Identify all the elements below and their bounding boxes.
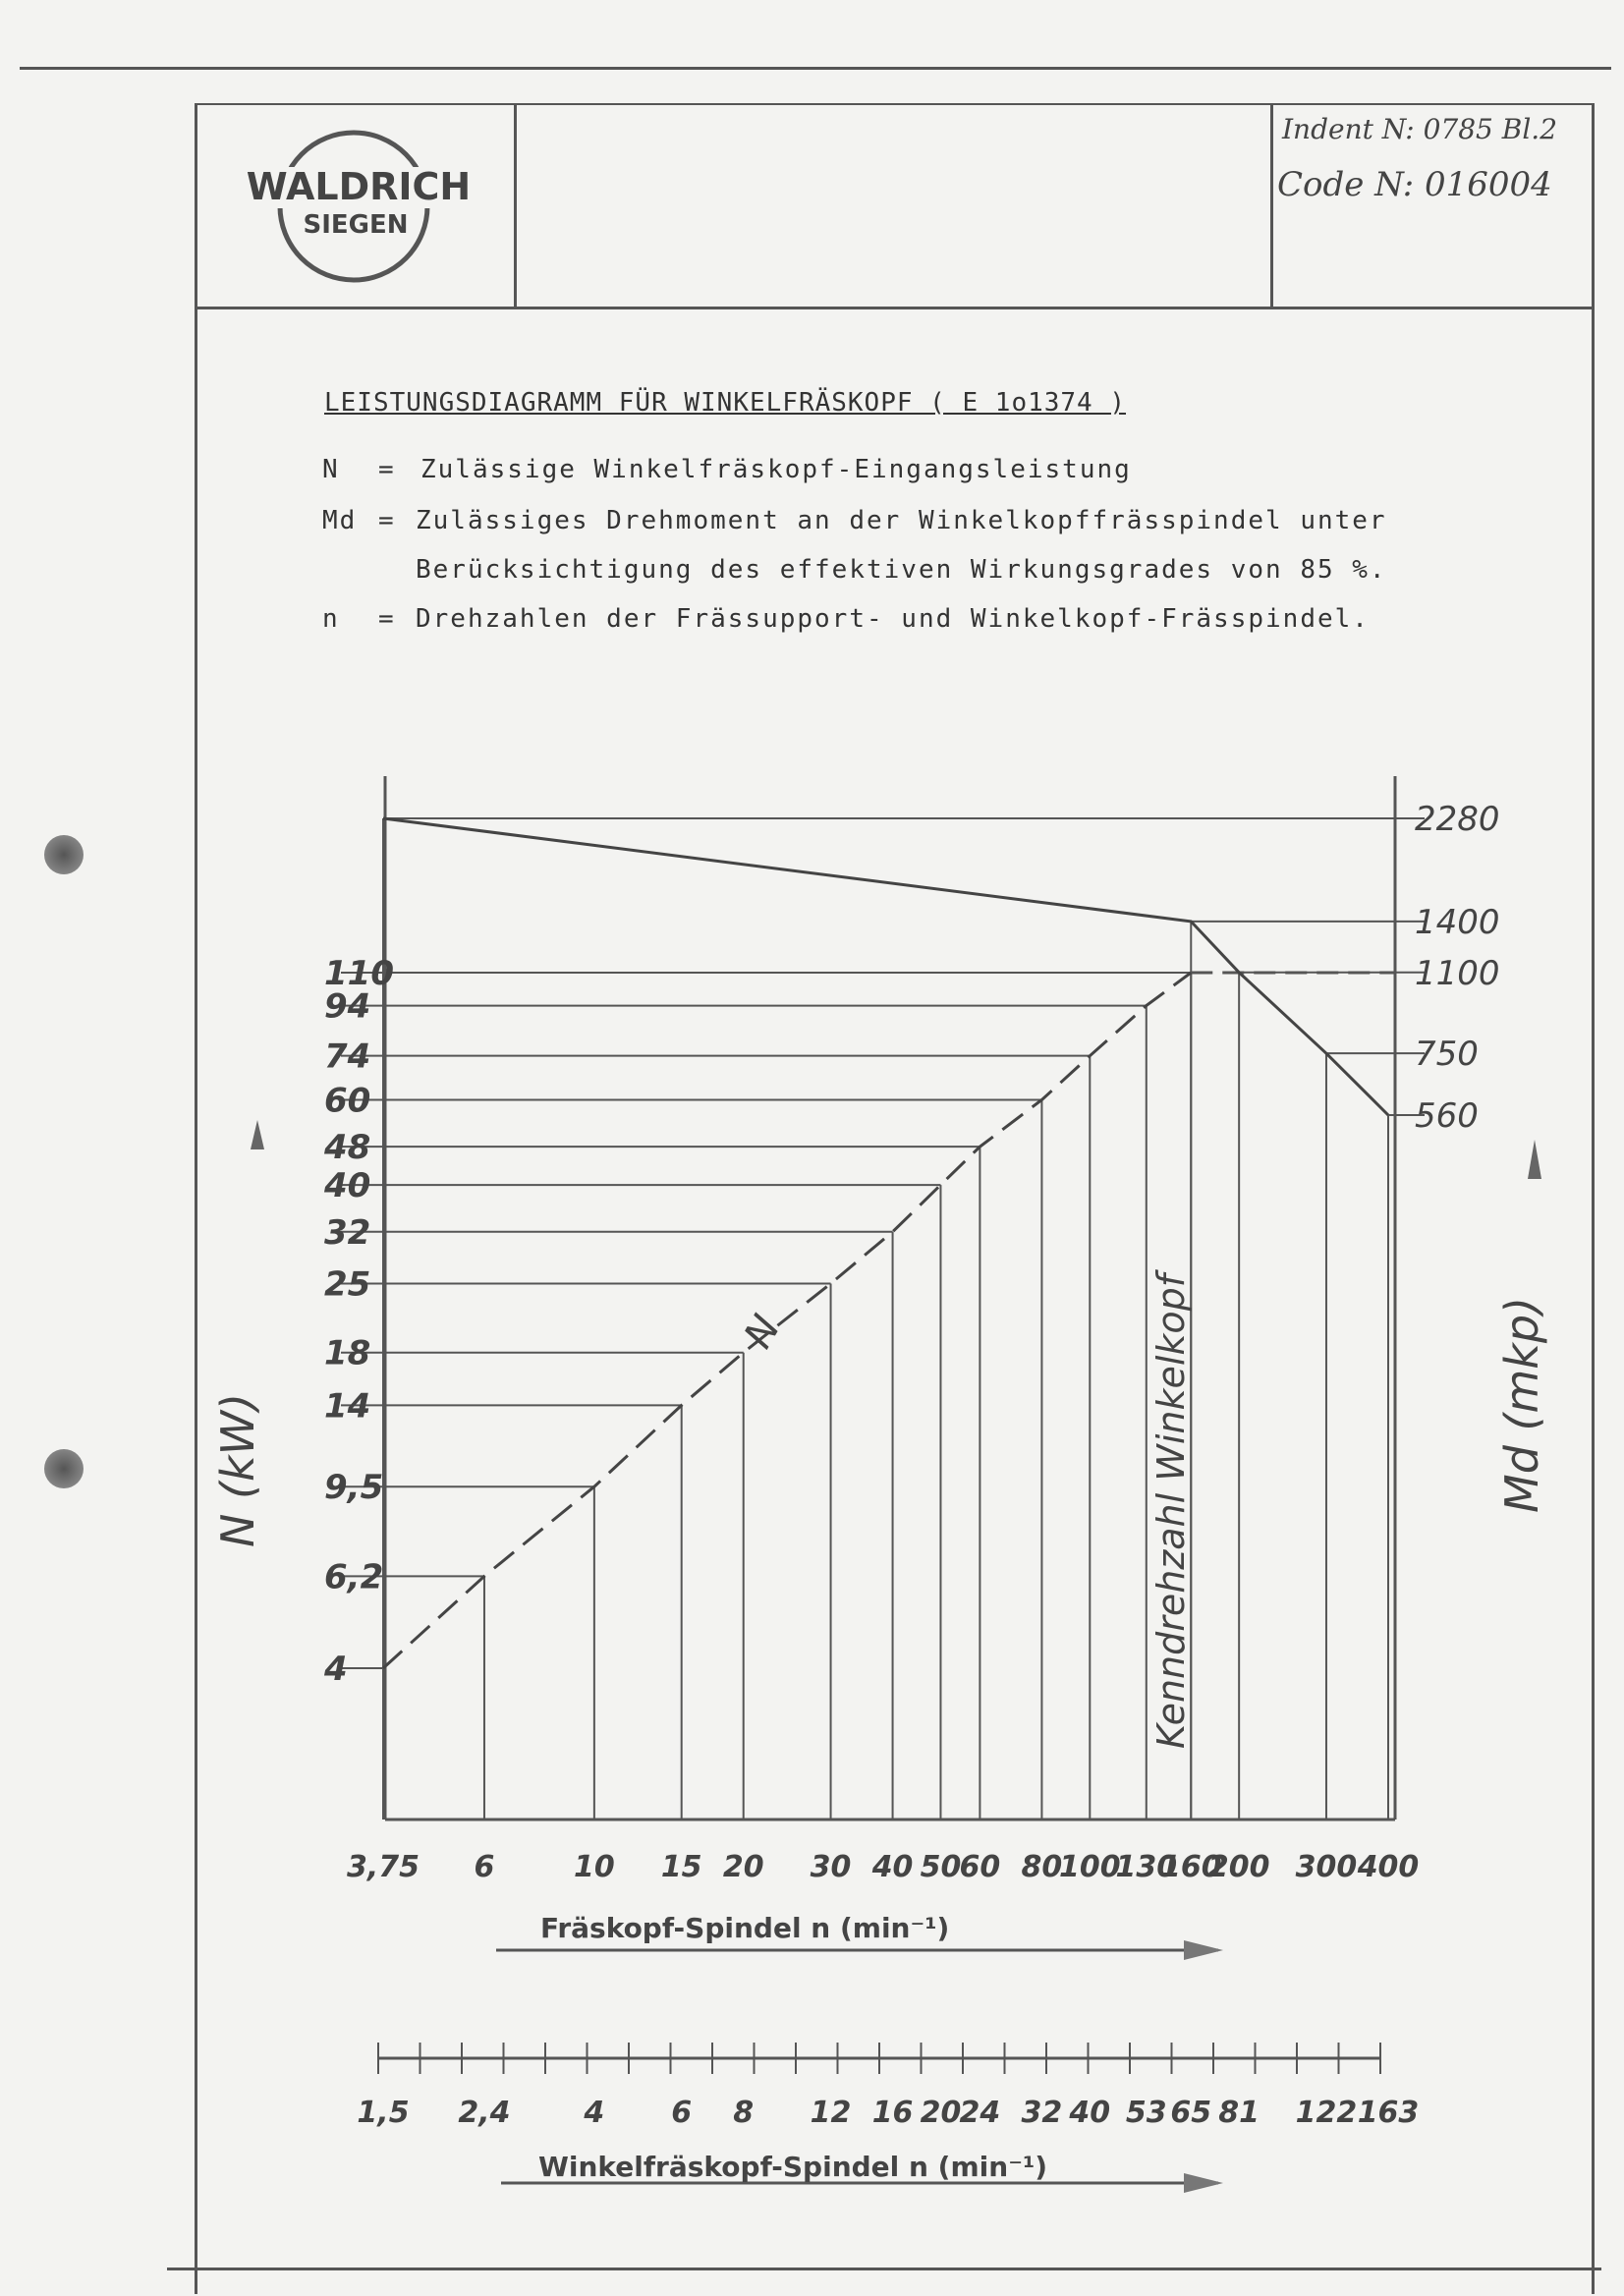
logo-line1: WALDRICH	[246, 165, 472, 208]
x2-tick-label: 81	[1218, 2096, 1260, 2130]
legend-symbol: n	[322, 604, 340, 634]
y-left-tick-label: 9,5	[324, 1468, 384, 1508]
x2-tick-label: 1,5	[357, 2096, 410, 2130]
chart-marks	[251, 818, 1541, 2193]
y-right-axis-label: Md (mkp)	[1495, 1296, 1548, 1513]
x2-tick-label: 24	[959, 2096, 1001, 2130]
chart-labels	[211, 800, 1548, 2183]
x-arrow-head	[1184, 1940, 1223, 1960]
x-tick-label: 400	[1357, 1850, 1420, 1884]
legend-text: Berücksichtigung des effektiven Wirkungsgrades von 85 %.	[416, 555, 1387, 585]
n-curve	[383, 973, 1191, 1668]
x2-tick-label: 16	[871, 2096, 914, 2130]
x2-arrow-head	[1184, 2173, 1223, 2193]
legend-text: Zulässige Winkelfräskopf-Eingangsleistung	[420, 455, 1132, 484]
legend-symbol: Md	[322, 506, 358, 535]
x-tick-label: 300	[1295, 1850, 1358, 1884]
x2-tick-label: 32	[1021, 2096, 1063, 2130]
page-title: LEISTUNGSDIAGRAMM FÜR WINKELFRÄSKOPF ( E 1o1374 )	[324, 388, 1127, 418]
code-number: Code N: 016004	[1277, 165, 1552, 204]
x-tick-label: 30	[810, 1850, 852, 1884]
x-tick-label: 6	[474, 1850, 495, 1884]
y-left-axis-label: N (kW)	[211, 1392, 264, 1547]
x-tick-label: 200	[1207, 1850, 1270, 1884]
y-left-tick-label: 6,2	[324, 1557, 384, 1597]
left-axis-arrow	[251, 1120, 264, 1149]
legend-text: Drehzahlen der Frässupport- und Winkelkopf-Frässpindel.	[416, 604, 1370, 634]
legend-symbol: N	[322, 455, 340, 484]
y-left-tick-label: 110	[324, 954, 394, 993]
y-left-tick-label: 14	[324, 1386, 371, 1427]
right-axis-arrow	[1528, 1140, 1541, 1179]
md-curve	[383, 818, 1388, 1115]
x-tick-label: 100	[1058, 1850, 1121, 1884]
y-right-tick-label: 560	[1415, 1096, 1479, 1136]
y-left-tick-label: 32	[324, 1212, 371, 1253]
y-right-tick-label: 1100	[1415, 953, 1500, 993]
x-tick-label: 15	[660, 1850, 702, 1884]
x2-tick-label: 2,4	[458, 2096, 511, 2130]
x2-tick-label: 4	[584, 2096, 605, 2130]
x2-tick-label: 6	[671, 2096, 693, 2130]
x2-tick-label: 65	[1170, 2096, 1212, 2130]
legend-equals: =	[378, 455, 396, 484]
x-tick-label: 130	[1115, 1850, 1178, 1884]
kenndrehzahl-label: Kenndrehzahl Winkelkopf	[1149, 1273, 1193, 1749]
x-tick-label: 50	[920, 1850, 962, 1884]
x-tick-label: 160	[1159, 1850, 1222, 1884]
y-right-tick-label: 750	[1415, 1035, 1479, 1075]
x-tick-label: 40	[871, 1850, 914, 1884]
y-right-tick-label: 1400	[1415, 902, 1500, 942]
x2-tick-label: 163	[1357, 2096, 1420, 2130]
legend-equals: =	[378, 604, 396, 634]
y-left-tick-label: 18	[324, 1333, 371, 1373]
x-axis-label: Fräskopf-Spindel n (min⁻¹)	[540, 1912, 950, 1944]
logo-line2: SIEGEN	[303, 210, 409, 240]
x2-tick-label: 40	[1069, 2096, 1111, 2130]
x2-axis-label: Winkelfräskopf-Spindel n (min⁻¹)	[538, 2151, 1048, 2183]
x2-tick-label: 53	[1125, 2096, 1167, 2130]
y-left-tick-label: 74	[324, 1036, 371, 1077]
x-tick-label: 80	[1021, 1850, 1063, 1884]
y-left-tick-label: 25	[324, 1264, 371, 1305]
x-tick-label: 60	[959, 1850, 1001, 1884]
y-left-tick-label: 4	[324, 1650, 348, 1689]
x2-tick-label: 20	[920, 2096, 962, 2130]
x2-tick-label: 8	[733, 2096, 755, 2130]
legend-text: Zulässiges Drehmoment an der Winkelkopffrässpindel unter	[416, 506, 1387, 535]
y-left-tick-label: 94	[324, 986, 371, 1027]
x2-tick-label: 12	[810, 2096, 852, 2130]
x-tick-label: 20	[722, 1850, 764, 1884]
x-tick-label: 3,75	[346, 1850, 420, 1884]
legend-equals: =	[378, 506, 396, 535]
indent-number: Indent N: 0785 Bl.2	[1282, 113, 1558, 145]
x-tick-label: 10	[573, 1850, 615, 1884]
x2-tick-label: 122	[1295, 2096, 1358, 2130]
n-curve-label: N	[735, 1308, 790, 1356]
y-left-tick-label: 40	[324, 1166, 371, 1206]
y-right-tick-label: 2280	[1415, 800, 1500, 839]
bottom-rule	[167, 2268, 1601, 2270]
y-left-tick-label: 60	[324, 1081, 371, 1121]
y-left-tick-label: 48	[324, 1128, 371, 1168]
